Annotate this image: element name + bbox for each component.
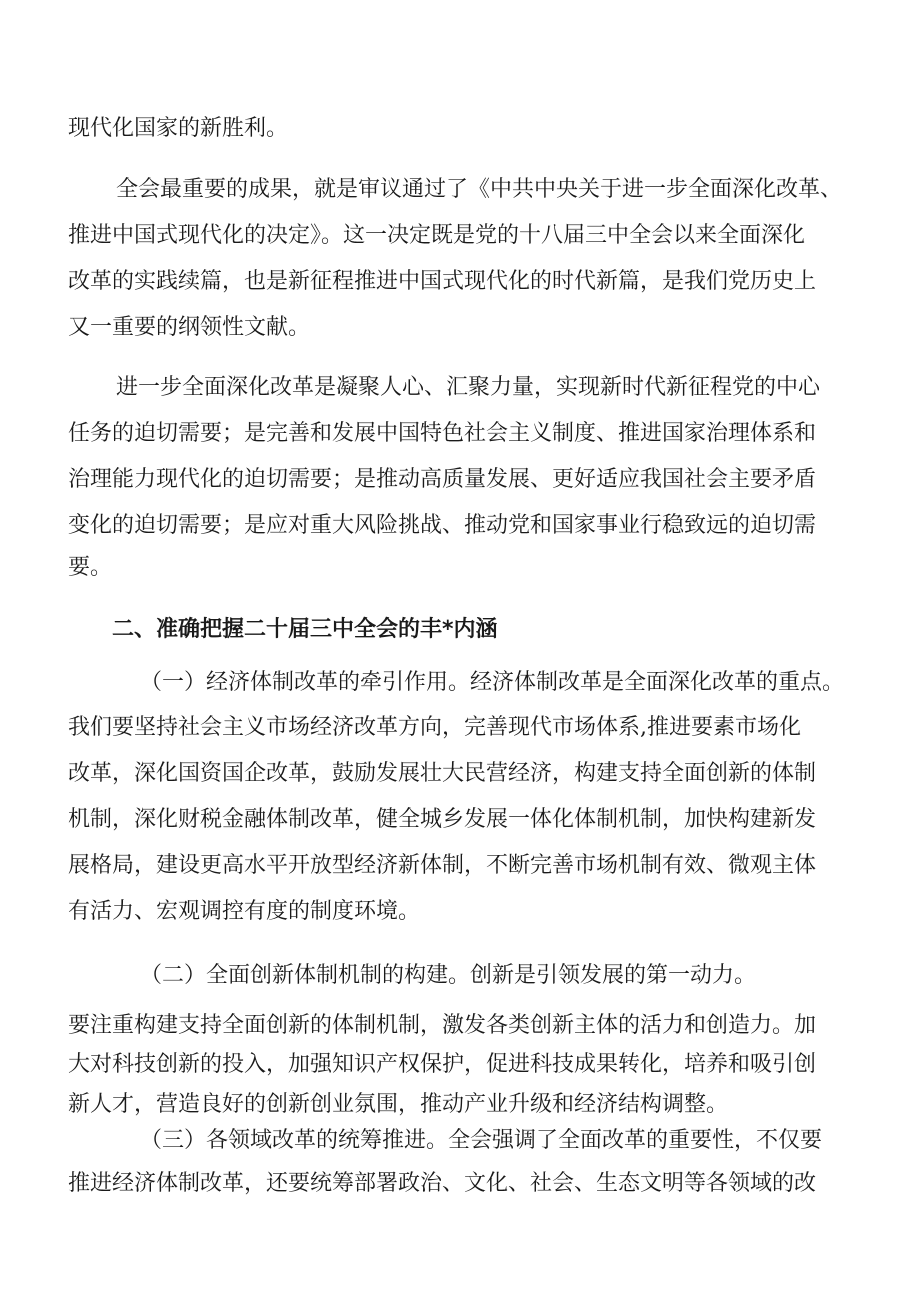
paragraph-line: 进一步全面深化改革是凝聚人心、汇聚力量，实现新时代新征程党的中心 — [116, 375, 821, 400]
paragraph-line: 机制，深化财税金融体制改革，健全城乡发展一体化体制机制，加快构建新发 — [68, 807, 817, 832]
paragraph-line: （二）全面创新体制机制的构建。创新是引领发展的第一动力。 — [140, 963, 757, 988]
paragraph-line: 推进中国式现代化的决定》。这一决定既是党的十八届三中全会以来全面深化 — [68, 223, 806, 248]
paragraph-line: 大对科技创新的投入，加强知识产权保护，促进科技成果转化，培养和吸引创 — [68, 1052, 817, 1077]
paragraph-line: 要注重构建支持全面创新的体制机制，激发各类创新主体的活力和创造力。加 — [68, 1013, 817, 1038]
paragraph-line: 现代化国家的新胜利。 — [68, 116, 289, 141]
paragraph-line: 新人才，营造良好的创新创业氛围，推动产业升级和经济结构调整。 — [68, 1092, 729, 1117]
paragraph-line: 治理能力现代化的迫切需要；是推动高质量发展、更好适应我国社会主要矛盾 — [68, 467, 817, 492]
paragraph-line: 任务的迫切需要；是完善和发展中国特色社会主义制度、推进国家治理体系和 — [68, 421, 817, 446]
paragraph-line: 改革的实践续篇，也是新征程推进中国式现代化的时代新篇，是我们党历史上 — [68, 269, 817, 294]
section-heading: 二、准确把握二十届三中全会的丰*内涵 — [112, 617, 498, 642]
paragraph-line: 有活力、宏观调控有度的制度环境。 — [68, 899, 421, 924]
paragraph-line: 又一重要的纲领性文献。 — [68, 315, 311, 340]
paragraph-line: （一）经济体制改革的牵引作用。经济体制改革是全面深化改革的重点。 — [140, 670, 845, 695]
paragraph-line: 变化的迫切需要；是应对重大风险挑战、推动党和国家事业行稳致远的迫切需 — [68, 513, 817, 538]
paragraph-line: 改革，深化国资国企改革，鼓励发展壮大民营经济，构建支持全面创新的体制 — [68, 761, 817, 786]
paragraph-line: （三）各领域改革的统筹推进。全会强调了全面改革的重要性，不仅要 — [140, 1128, 823, 1153]
paragraph-line: 全会最重要的成果，就是审议通过了《中共中央关于进一步全面深化改革、 — [116, 177, 843, 202]
paragraph-line: 推进经济体制改革，还要统筹部署政治、文化、社会、生态文明等各领域的改 — [68, 1171, 817, 1196]
paragraph-line: 要。 — [68, 555, 113, 580]
paragraph-line: 我们要坚持社会主义市场经济改革方向，完善现代市场体系,推进要素市场化 — [68, 715, 801, 740]
paragraph-line: 展格局，建设更高水平开放型经济新体制，不断完善市场机制有效、微观主体 — [68, 853, 817, 878]
